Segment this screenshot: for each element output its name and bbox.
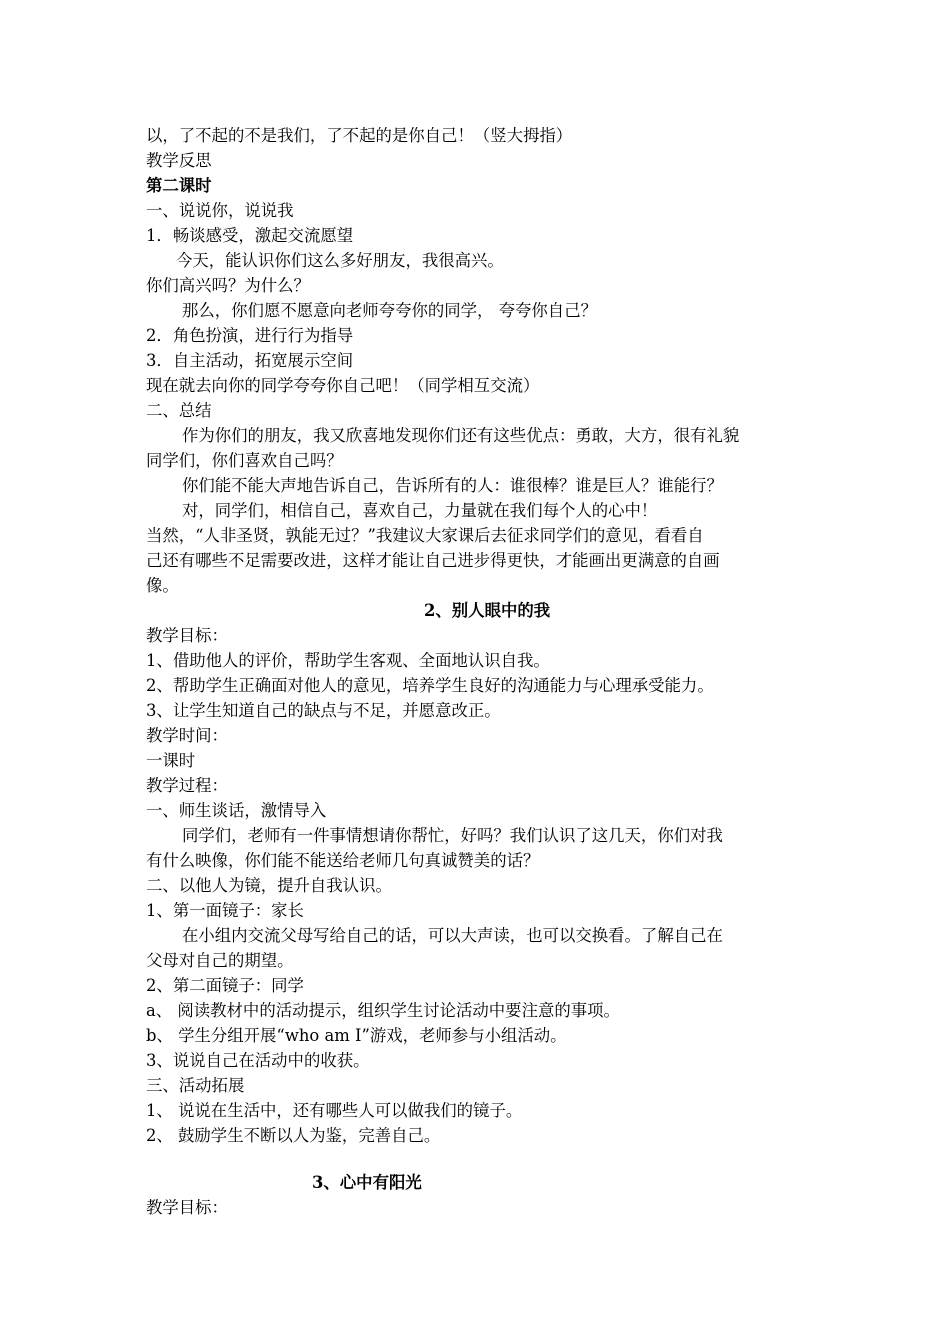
text-line: 教学目标： bbox=[146, 1198, 228, 1217]
text-line: 对，同学们，相信自己，喜欢自己，力量就在我们每个人的心中！ bbox=[182, 501, 658, 520]
text-line: 你们能不能大声地告诉自己，告诉所有的人：谁很棒？谁是巨人？谁能行？ bbox=[182, 476, 723, 495]
text-line: 在小组内交流父母写给自己的话，可以大声读，也可以交换看。了解自己在 bbox=[182, 926, 723, 945]
text-line: 一、师生谈话，激情导入 bbox=[146, 801, 327, 820]
text-line: 3、让学生知道自己的缺点与不足，并愿意改正。 bbox=[146, 701, 501, 720]
text-line: 2、第二面镜子：同学 bbox=[146, 976, 304, 995]
text-line: a、 阅读教材中的活动提示，组织学生讨论活动中要注意的事项。 bbox=[146, 1001, 620, 1020]
text-line: 有什么映像，你们能不能送给老师几句真诚赞美的话？ bbox=[146, 851, 540, 870]
text-line: 教学时间： bbox=[146, 726, 228, 745]
text-line: 同学们，老师有一件事情想请你帮忙，好吗？我们认识了这几天，你们对我 bbox=[182, 826, 723, 845]
text-line: 3．自主活动，拓宽展示空间 bbox=[146, 351, 354, 370]
text-line: 1．畅谈感受，激起交流愿望 bbox=[146, 226, 354, 245]
text-line: 教学目标： bbox=[146, 626, 228, 645]
text-line: 1、第一面镜子：家长 bbox=[146, 901, 304, 920]
lesson-title: 3、心中有阳光 bbox=[312, 1173, 422, 1192]
text-line: 2、 鼓励学生不断以人为鉴，完善自己。 bbox=[146, 1126, 441, 1145]
text-line: 今天，能认识你们这么多好朋友，我很高兴。 bbox=[176, 251, 504, 270]
text-line: 同学们，你们喜欢自己吗？ bbox=[146, 451, 343, 470]
text-line: 当然，“人非圣贤，孰能无过？”我建议大家课后去征求同学们的意见，看看自 bbox=[146, 526, 704, 545]
text-line: 二、以他人为镜，提升自我认识。 bbox=[146, 876, 392, 895]
lesson-title: 2、别人眼中的我 bbox=[424, 601, 551, 620]
text-line: 教学过程： bbox=[146, 776, 228, 795]
text-line: 你们高兴吗？为什么？ bbox=[146, 276, 310, 295]
section-heading: 第二课时 bbox=[146, 176, 212, 195]
text-line: 2、帮助学生正确面对他人的意见，培养学生良好的沟通能力与心理承受能力。 bbox=[146, 676, 714, 695]
text-line: 一、说说你，说说我 bbox=[146, 201, 294, 220]
text-line: 一课时 bbox=[146, 751, 196, 770]
text-line: 以，了不起的不是我们，了不起的是你自己！（竖大拇指） bbox=[146, 126, 573, 145]
text-line: 三、活动拓展 bbox=[146, 1076, 245, 1095]
text-line: 己还有哪些不足需要改进，这样才能让自己进步得更快，才能画出更满意的自画 bbox=[146, 551, 720, 570]
text-line: 教学反思 bbox=[146, 151, 212, 170]
text-line: 二、总结 bbox=[146, 401, 212, 420]
text-line: 2．角色扮演，进行行为指导 bbox=[146, 326, 354, 345]
text-line: 作为你们的朋友，我又欣喜地发现你们还有这些优点：勇敢，大方，很有礼貌 bbox=[182, 426, 740, 445]
text-line: 现在就去向你的同学夸夸你自己吧！（同学相互交流） bbox=[146, 376, 540, 395]
text-line: 那么，你们愿不愿意向老师夸夸你的同学， 夸夸你自己？ bbox=[182, 301, 597, 320]
text-line: 1、借助他人的评价，帮助学生客观、全面地认识自我。 bbox=[146, 651, 550, 670]
text-line: 像。 bbox=[146, 576, 179, 595]
text-line: 1、 说说在生活中，还有哪些人可以做我们的镜子。 bbox=[146, 1101, 523, 1120]
text-line: b、 学生分组开展“who am I”游戏，老师参与小组活动。 bbox=[146, 1026, 567, 1045]
text-line: 3、说说自己在活动中的收获。 bbox=[146, 1051, 370, 1070]
text-line: 父母对自己的期望。 bbox=[146, 951, 294, 970]
